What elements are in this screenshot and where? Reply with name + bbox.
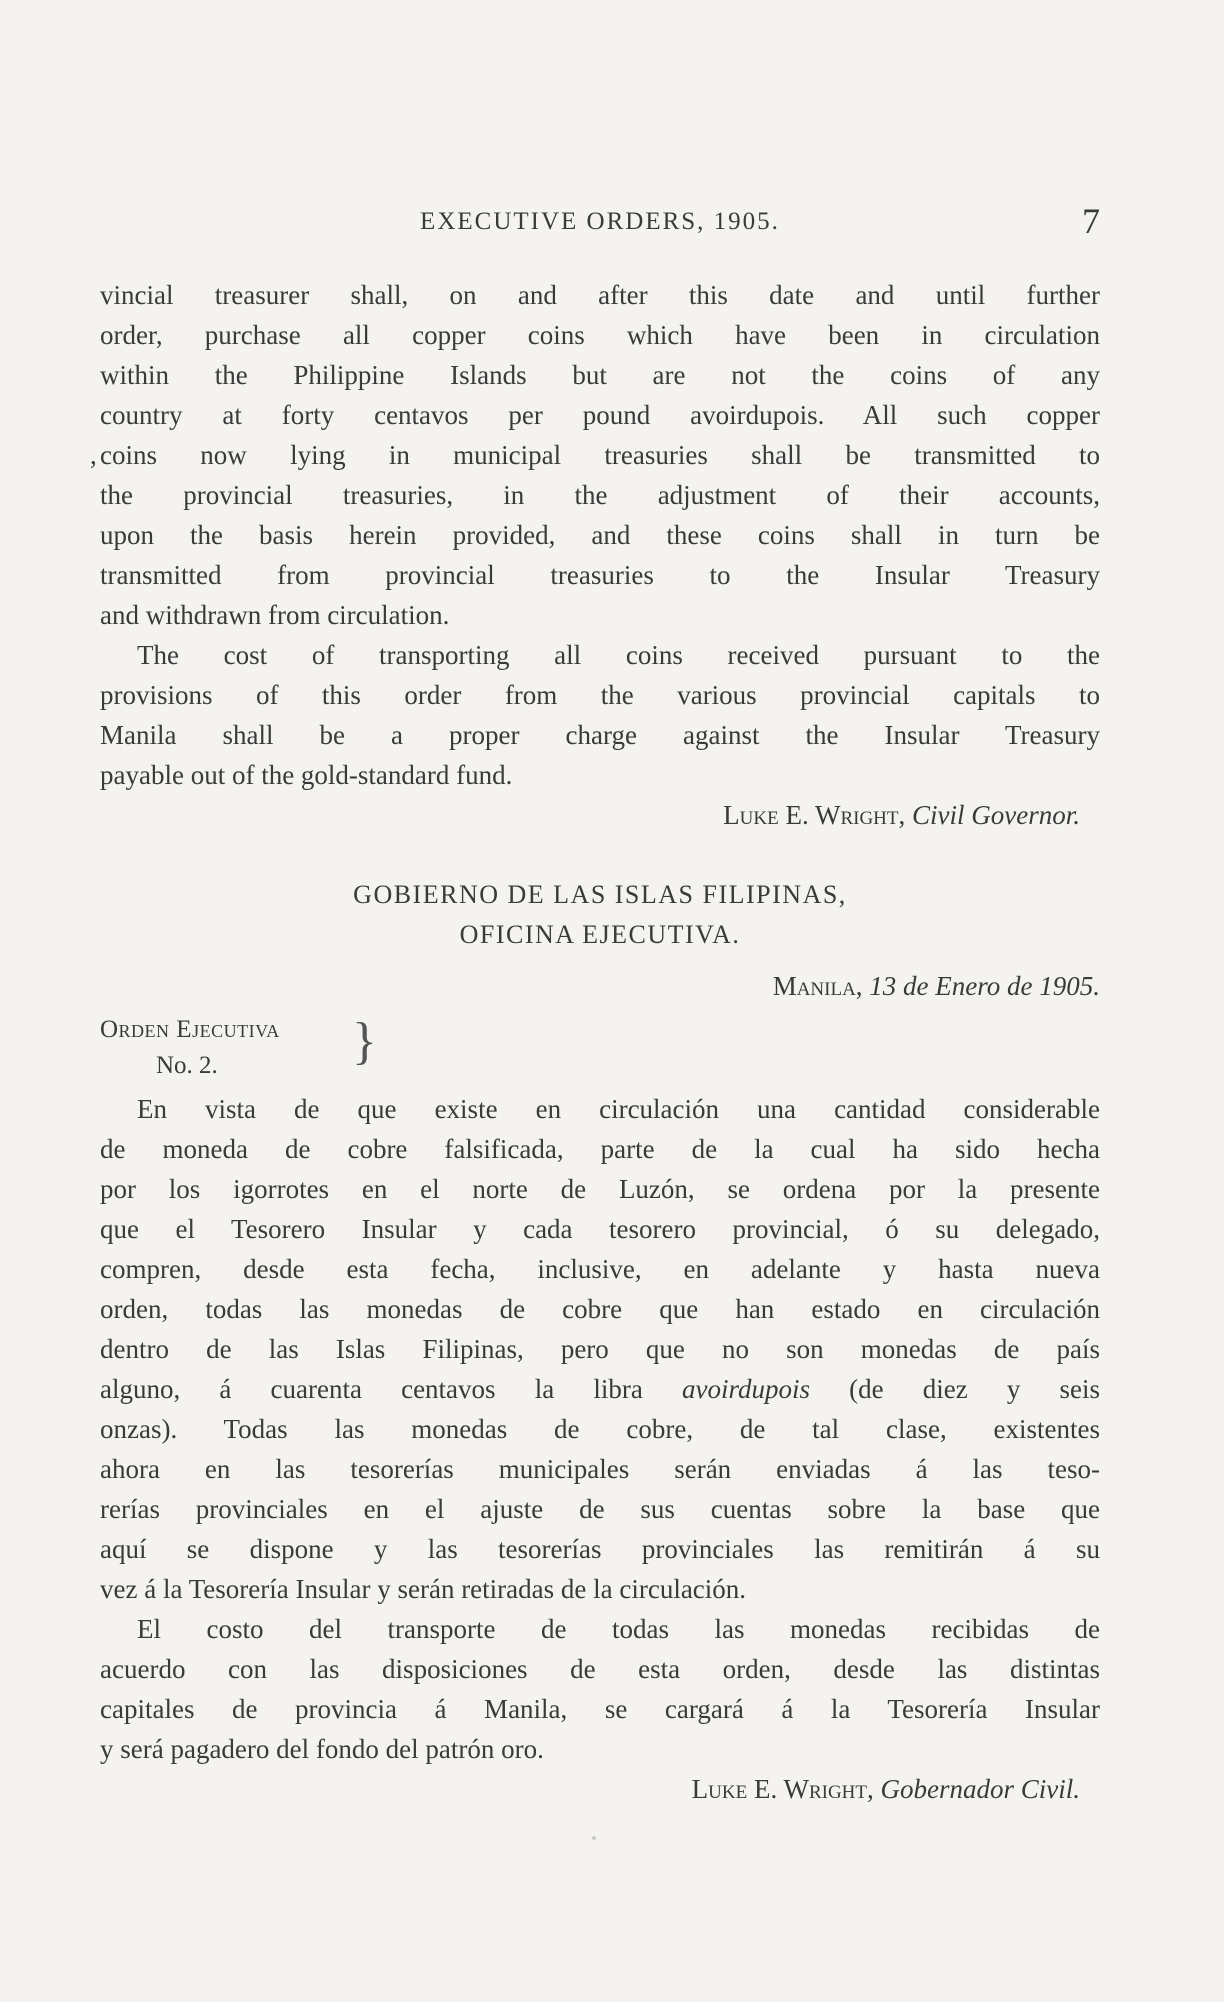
text-line: order, purchase all copper coins which have been in circulation xyxy=(100,320,1100,350)
text-line: aquí se dispone y las tesorerías provinciales las remitirán á su xyxy=(100,1534,1100,1564)
text-line: and withdrawn from circulation. xyxy=(100,600,450,630)
text-segment: (de diez y seis xyxy=(849,1374,1101,1404)
text-line: que el Tesorero Insular y cada tesorero provincial, ó su delegado, xyxy=(100,1214,1100,1244)
date-place: Manila, xyxy=(772,971,863,1001)
signature-name: Luke E. Wright, xyxy=(691,1774,874,1804)
paper-speck xyxy=(592,1836,596,1840)
text-line: En vista de que existe en circulación una cantidad considerable xyxy=(137,1094,1100,1124)
text-line: transmitted from provincial treasuries to the Insular Treasury xyxy=(100,560,1100,590)
text-line: acuerdo con las disposiciones de esta orden, desde las distintas xyxy=(100,1654,1100,1684)
text-line: capitales de provincia á Manila, se cargará á la Tesorería Insular xyxy=(100,1694,1100,1724)
text-line: country at forty centavos per pound avoirdupois. All such copper xyxy=(100,400,1100,430)
text-segment-italic: avoirdupois xyxy=(681,1374,810,1404)
margin-mark: , xyxy=(90,440,97,470)
text-line: onzas). Todas las monedas de cobre, de tal clase, existentes xyxy=(100,1414,1100,1444)
date-text: 13 de Enero de 1905. xyxy=(869,971,1100,1001)
order-number: No. 2. xyxy=(156,1052,218,1079)
signature-title: Civil Governor. xyxy=(912,800,1080,830)
signature-title: Gobernador Civil. xyxy=(880,1774,1080,1804)
text-segment: alguno, á cuarenta centavos la libra xyxy=(100,1374,643,1404)
signature-name: Luke E. Wright, xyxy=(723,800,906,830)
spanish-heading-line2: OFICINA EJECUTIVA. xyxy=(459,920,741,949)
text-line: upon the basis herein provided, and these coins shall in turn be xyxy=(100,520,1100,550)
text-line: The cost of transporting all coins received pursuant to the xyxy=(137,640,1100,670)
text-line: rerías provinciales en el ajuste de sus cuentas sobre la base que xyxy=(100,1494,1100,1524)
text-line xyxy=(90,435,1100,475)
text-line: payable out of the gold-standard fund. xyxy=(100,760,513,790)
text-line: vez á la Tesorería Insular y serán retiradas de la circulación. xyxy=(100,1574,747,1604)
text-line: por los igorrotes en el norte de Luzón, se ordena por la presente xyxy=(100,1174,1100,1204)
text-line: the provincial treasuries, in the adjustment of their accounts, xyxy=(100,480,1100,510)
dateline xyxy=(773,966,1100,1006)
order-label-block xyxy=(100,1012,377,1084)
text-line: dentro de las Islas Filipinas, pero que no son monedas de país xyxy=(100,1334,1100,1364)
text-line: orden, todas las monedas de cobre que han estado en circulación xyxy=(100,1294,1100,1324)
spanish-order-text xyxy=(100,1089,1100,1809)
brace-mark: } xyxy=(352,1013,377,1070)
text-line-content: coins now lying in municipal treasuries shall be transmitted to xyxy=(100,440,1100,470)
page-number: 7 xyxy=(1082,201,1100,241)
english-signature xyxy=(100,795,1100,835)
english-order-text xyxy=(90,275,1100,835)
text-line: within the Philippine Islands but are not the coins of any xyxy=(100,360,1100,390)
order-label-text: Orden Ejecutiva xyxy=(100,1016,280,1043)
running-title: EXECUTIVE ORDERS, 1905. xyxy=(420,208,780,235)
order-label xyxy=(100,1012,280,1048)
text-line xyxy=(100,1369,1100,1409)
text-line: provisions of this order from the various provincial capitals to xyxy=(100,680,1100,710)
spanish-signature xyxy=(100,1769,1100,1809)
spanish-heading-line1: GOBIERNO DE LAS ISLAS FILIPINAS, xyxy=(353,880,847,909)
text-line: Manila shall be a proper charge against the Insular Treasury xyxy=(100,720,1100,750)
text-line: y será pagadero del fondo del patrón oro. xyxy=(100,1734,544,1764)
running-head xyxy=(100,200,1100,244)
text-line: El costo del transporte de todas las monedas recibidas de xyxy=(137,1614,1100,1644)
text-line: de moneda de cobre falsificada, parte de la cual ha sido hecha xyxy=(100,1134,1100,1164)
text-line: ahora en las tesorerías municipales serán enviadas á las teso- xyxy=(100,1454,1100,1484)
text-line: vincial treasurer shall, on and after this date and until further xyxy=(100,280,1100,310)
text-line: compren, desde esta fecha, inclusive, en adelante y hasta nueva xyxy=(100,1254,1100,1284)
